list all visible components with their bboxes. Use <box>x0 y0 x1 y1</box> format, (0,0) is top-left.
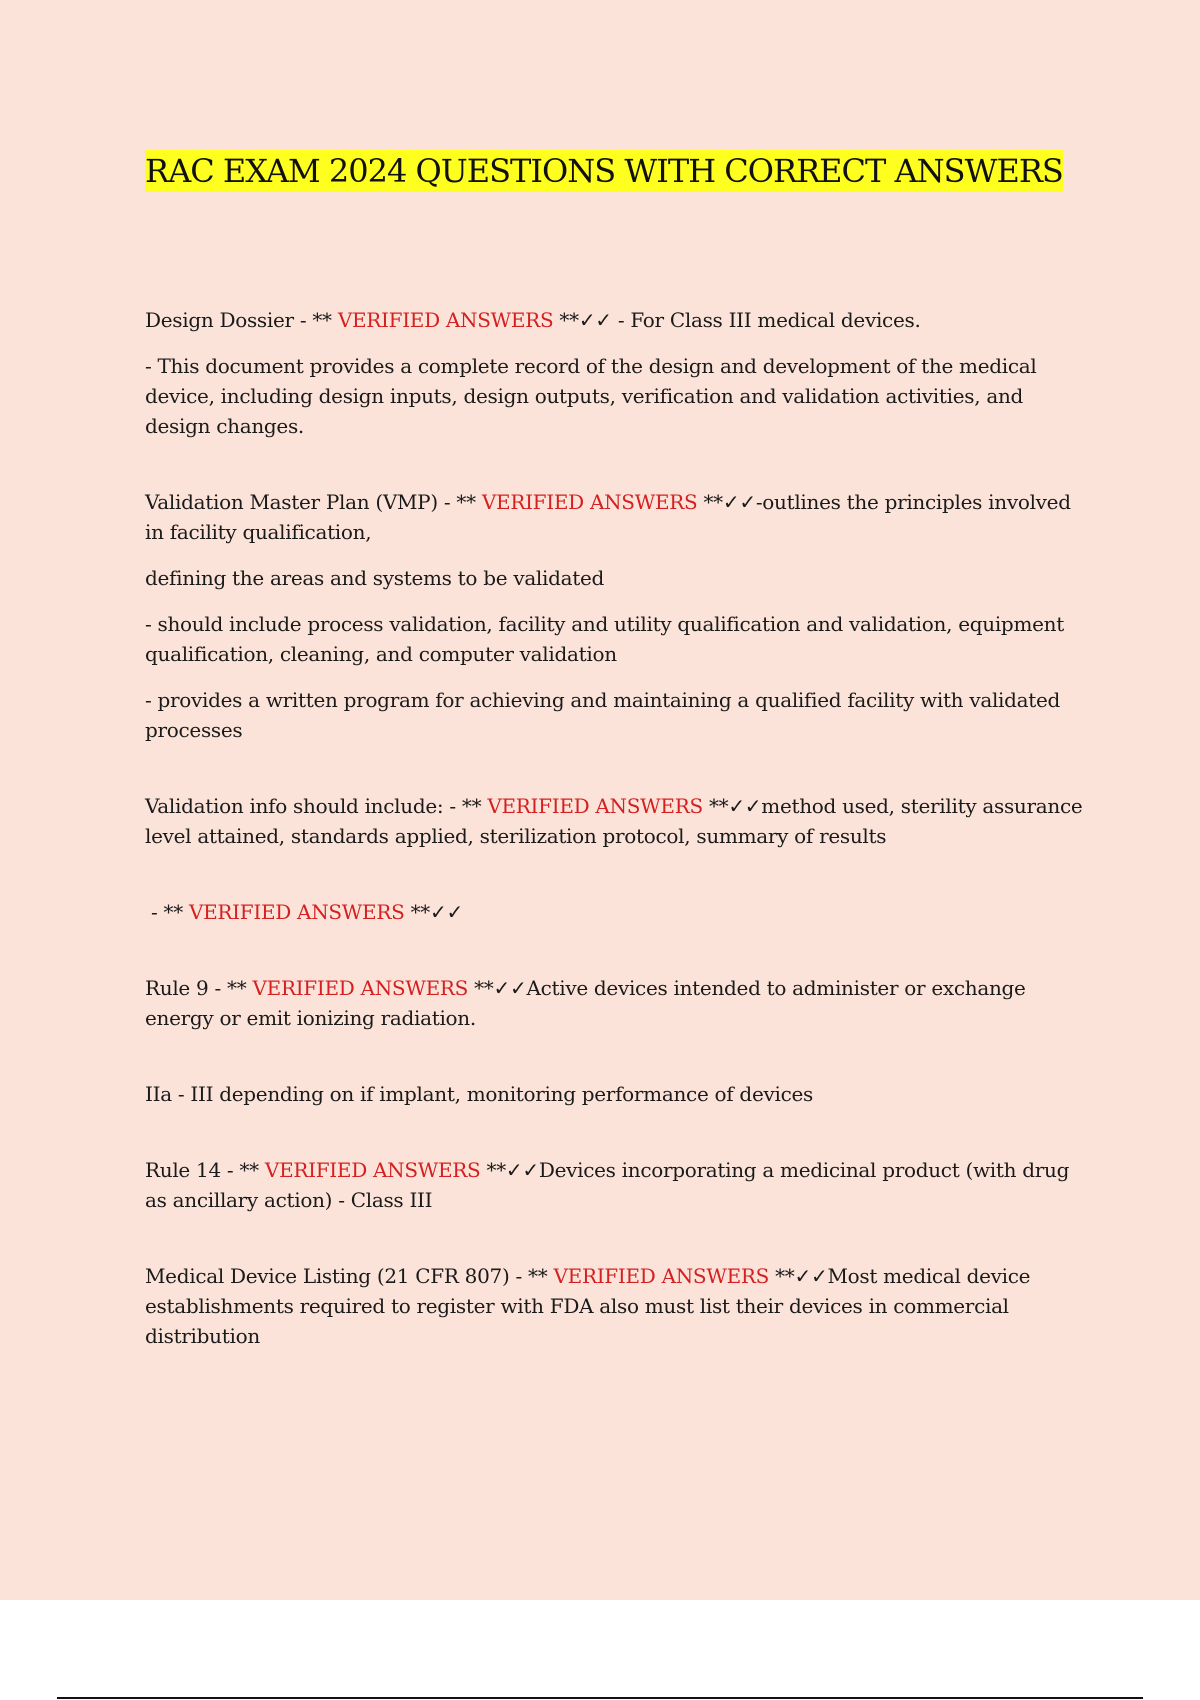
entry-note: - This document provides a complete record of the design and development of the medical device, including design inputs, design outputs, verification and validation activities, and design changes. <box>145 354 1037 438</box>
marker-stars: ** <box>239 1158 259 1182</box>
marker-checks: **✓✓ <box>410 900 463 924</box>
marker-checks: **✓✓ <box>775 1264 828 1288</box>
marker-stars: ** <box>312 308 332 332</box>
marker-stars: ** <box>461 794 482 818</box>
entry-term: Rule 9 - <box>145 976 228 1000</box>
footer-divider <box>57 1697 1143 1699</box>
entry-term: Design Dossier - <box>145 308 313 332</box>
entry-term: Rule 14 - <box>145 1158 240 1182</box>
entry-term: - <box>151 900 164 924</box>
entry-medical-device-listing <box>145 1261 1085 1351</box>
marker-stars: ** <box>456 490 476 514</box>
entry-rule-9 <box>145 973 1085 1033</box>
entry-validation-master-plan <box>145 487 1085 547</box>
entry-note: IIa - III depending on if implant, monitoring performance of devices <box>145 1082 813 1106</box>
entry-answer: method used, sterility assurance level attained, standards applied, sterilization protocol, summary of results <box>145 794 1083 848</box>
marker-checks: **✓✓ <box>474 976 527 1000</box>
verified-answers-label: VERIFIED ANSWERS <box>337 308 554 332</box>
entry-answer: - For Class III medical devices. <box>617 308 921 332</box>
marker-stars: ** <box>227 976 247 1000</box>
entry-empty-term <box>145 897 1085 927</box>
marker-stars: ** <box>528 1264 548 1288</box>
verified-answers-label: VERIFIED ANSWERS <box>481 490 698 514</box>
entry-note: - should include process validation, facility and utility qualification and validation, equipment qualification, cleaning, and computer validation <box>145 612 1064 666</box>
entry-rule-14 <box>145 1155 1085 1215</box>
entry-answer: Active devices intended to administer or exchange energy or emit ionizing radiation. <box>145 976 1026 1030</box>
entry-term: Validation info should include: - <box>145 794 462 818</box>
marker-checks: **✓✓ <box>559 308 612 332</box>
marker-checks: **✓✓ <box>486 1158 539 1182</box>
entry-answer: Most medical device establishments required to register with FDA also must list their devices in commercial distribution <box>145 1264 1031 1348</box>
verified-answers-label: VERIFIED ANSWERS <box>264 1158 481 1182</box>
entry-note: - provides a written program for achieving and maintaining a qualified facility with validated processes <box>145 688 1061 742</box>
verified-answers-label: VERIFIED ANSWERS <box>252 976 469 1000</box>
verified-answers-label: VERIFIED ANSWERS <box>553 1264 770 1288</box>
entry-validation-info <box>145 791 1085 851</box>
verified-answers-label: VERIFIED ANSWERS <box>487 794 703 818</box>
entry-answer: Devices incorporating a medicinal product (with drug as ancillary action) - Class III <box>145 1158 1070 1212</box>
document-body <box>145 305 1085 1367</box>
entry-answer: -outlines the principles involved in facility qualification, <box>145 490 1071 544</box>
entry-term: Validation Master Plan (VMP) - <box>145 490 457 514</box>
marker-checks: **✓✓ <box>708 794 762 818</box>
entry-note: defining the areas and systems to be validated <box>145 566 605 590</box>
entry-term: Medical Device Listing (21 CFR 807) - <box>145 1264 529 1288</box>
entry-design-dossier <box>145 305 1085 335</box>
verified-answers-label: VERIFIED ANSWERS <box>188 900 405 924</box>
marker-checks: **✓✓ <box>703 490 756 514</box>
marker-stars: ** <box>163 900 183 924</box>
document-title: RAC EXAM 2024 QUESTIONS WITH CORRECT ANSWERS <box>145 152 1063 190</box>
